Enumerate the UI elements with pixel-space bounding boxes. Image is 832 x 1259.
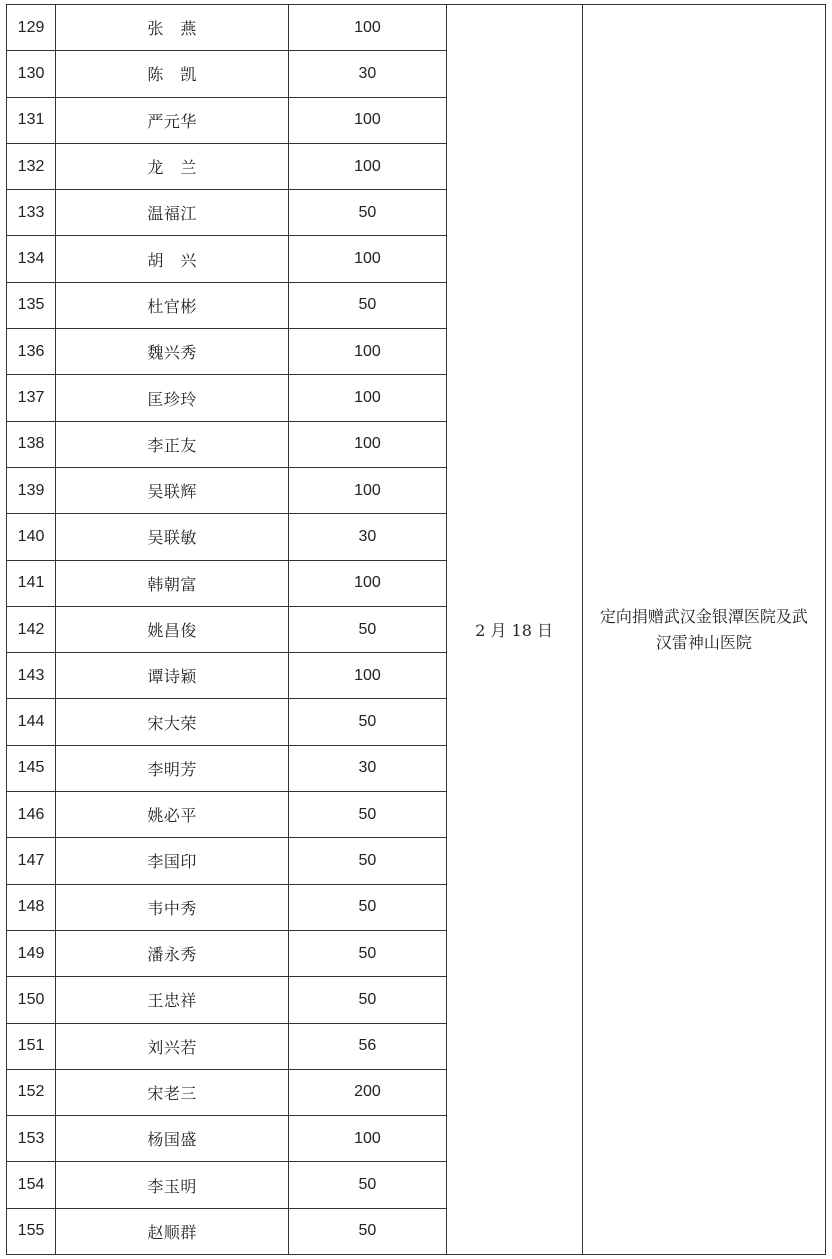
donation-amount: 50 xyxy=(289,838,446,884)
row-number: 154 xyxy=(7,1162,56,1208)
donation-date: 2 月 18 日 xyxy=(446,5,582,1255)
donation-amount: 50 xyxy=(289,884,446,930)
row-number: 147 xyxy=(7,838,56,884)
donation-amount: 50 xyxy=(289,977,446,1023)
donor-name: 魏兴秀 xyxy=(56,329,289,375)
table-body xyxy=(7,5,826,1255)
donation-amount: 100 xyxy=(289,421,446,467)
donor-name: 王忠祥 xyxy=(56,977,289,1023)
row-number: 152 xyxy=(7,1069,56,1115)
donation-amount: 50 xyxy=(289,699,446,745)
donor-name: 谭诗颖 xyxy=(56,653,289,699)
row-number: 133 xyxy=(7,190,56,236)
donor-name: 李国印 xyxy=(56,838,289,884)
donation-amount: 50 xyxy=(289,190,446,236)
row-number: 150 xyxy=(7,977,56,1023)
donor-name: 杨国盛 xyxy=(56,1116,289,1162)
donor-name: 李正友 xyxy=(56,421,289,467)
row-number: 146 xyxy=(7,792,56,838)
donor-name: 张 燕 xyxy=(56,5,289,51)
row-number: 134 xyxy=(7,236,56,282)
donation-amount: 50 xyxy=(289,1208,446,1254)
donation-amount: 100 xyxy=(289,329,446,375)
donor-name: 李明芳 xyxy=(56,745,289,791)
donation-amount: 100 xyxy=(289,560,446,606)
donation-amount: 100 xyxy=(289,653,446,699)
donation-amount: 100 xyxy=(289,467,446,513)
row-number: 149 xyxy=(7,930,56,976)
donation-amount: 56 xyxy=(289,1023,446,1069)
donation-amount: 200 xyxy=(289,1069,446,1115)
row-number: 137 xyxy=(7,375,56,421)
donor-name: 吴联辉 xyxy=(56,467,289,513)
donor-name: 严元华 xyxy=(56,97,289,143)
donation-amount: 50 xyxy=(289,282,446,328)
donation-amount: 50 xyxy=(289,1162,446,1208)
row-number: 131 xyxy=(7,97,56,143)
row-number: 132 xyxy=(7,143,56,189)
donor-name: 吴联敏 xyxy=(56,514,289,560)
donation-amount: 50 xyxy=(289,792,446,838)
donation-amount: 50 xyxy=(289,606,446,652)
donation-table xyxy=(6,4,826,1255)
row-number: 153 xyxy=(7,1116,56,1162)
donation-amount: 30 xyxy=(289,51,446,97)
row-number: 135 xyxy=(7,282,56,328)
donation-amount: 30 xyxy=(289,745,446,791)
donor-name: 刘兴若 xyxy=(56,1023,289,1069)
donor-name: 匡珍玲 xyxy=(56,375,289,421)
table-row xyxy=(7,5,826,51)
donor-name: 杜官彬 xyxy=(56,282,289,328)
donation-amount: 100 xyxy=(289,143,446,189)
donor-name: 温福江 xyxy=(56,190,289,236)
donor-name: 韦中秀 xyxy=(56,884,289,930)
row-number: 145 xyxy=(7,745,56,791)
donation-amount: 100 xyxy=(289,5,446,51)
donor-name: 姚昌俊 xyxy=(56,606,289,652)
donor-name: 韩朝富 xyxy=(56,560,289,606)
purpose-line-2: 汉雷神山医院 xyxy=(655,632,752,652)
row-number: 142 xyxy=(7,606,56,652)
donor-name: 姚必平 xyxy=(56,792,289,838)
donation-amount: 50 xyxy=(289,930,446,976)
donor-name: 陈 凯 xyxy=(56,51,289,97)
donor-name: 潘永秀 xyxy=(56,930,289,976)
row-number: 130 xyxy=(7,51,56,97)
row-number: 148 xyxy=(7,884,56,930)
donor-name: 宋老三 xyxy=(56,1069,289,1115)
row-number: 139 xyxy=(7,467,56,513)
donation-amount: 100 xyxy=(289,236,446,282)
row-number: 136 xyxy=(7,329,56,375)
row-number: 129 xyxy=(7,5,56,51)
donor-name: 龙 兰 xyxy=(56,143,289,189)
purpose-line-1: 定向捐赠武汉金银潭医院及武 xyxy=(599,606,808,626)
donation-amount: 100 xyxy=(289,375,446,421)
donor-name: 宋大荣 xyxy=(56,699,289,745)
donor-name: 胡 兴 xyxy=(56,236,289,282)
donor-name: 赵顺群 xyxy=(56,1208,289,1254)
donation-amount: 100 xyxy=(289,97,446,143)
donation-purpose xyxy=(582,5,825,1255)
row-number: 143 xyxy=(7,653,56,699)
donor-name: 李玉明 xyxy=(56,1162,289,1208)
donation-amount: 30 xyxy=(289,514,446,560)
donation-amount: 100 xyxy=(289,1116,446,1162)
row-number: 141 xyxy=(7,560,56,606)
row-number: 151 xyxy=(7,1023,56,1069)
row-number: 138 xyxy=(7,421,56,467)
row-number: 144 xyxy=(7,699,56,745)
row-number: 140 xyxy=(7,514,56,560)
row-number: 155 xyxy=(7,1208,56,1254)
